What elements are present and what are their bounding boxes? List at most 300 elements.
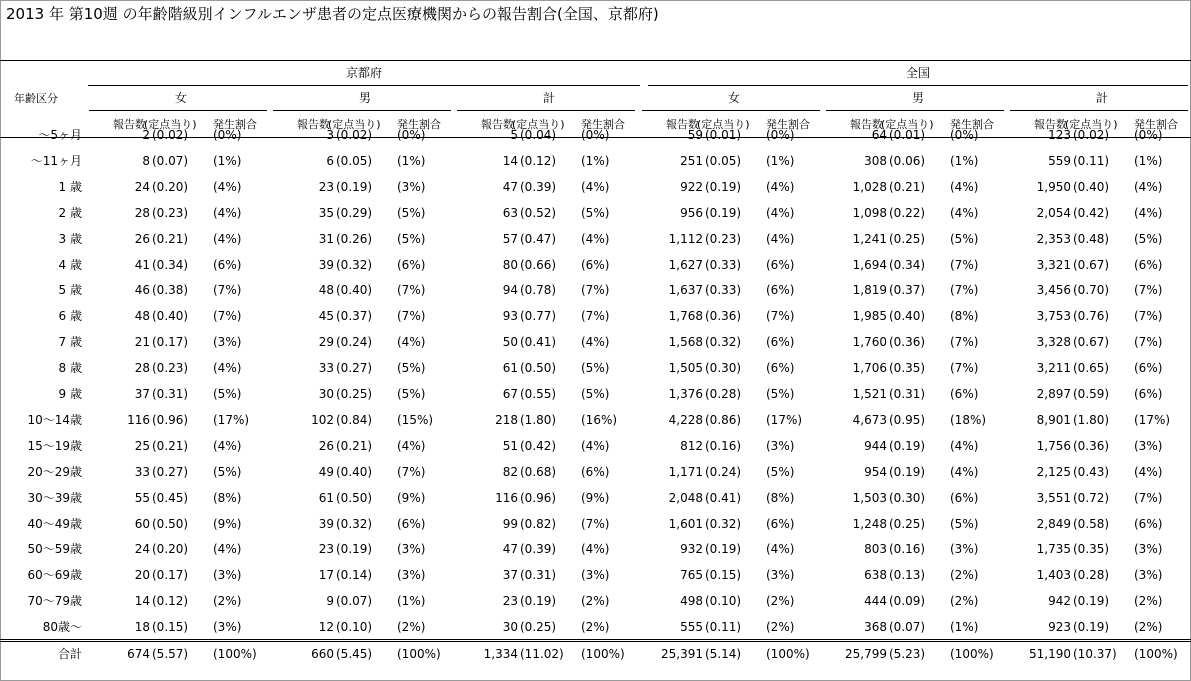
cell-count: 1,521: [852, 387, 887, 401]
cell-per: (1.80): [1073, 412, 1110, 427]
cell-count: 1,760: [852, 335, 887, 350]
cell-rate: (4%): [1134, 205, 1163, 220]
cell-rate: (8%): [950, 309, 979, 324]
cell-count: 48: [134, 309, 150, 324]
cell-rate: (2%): [397, 620, 426, 635]
cell-per: (0.33): [705, 257, 742, 272]
subheader-rate: 発生割合: [766, 118, 810, 131]
cell-per: (0.38): [152, 283, 189, 298]
cell-rate: (17%): [766, 412, 803, 427]
cell-count: 123: [1048, 128, 1071, 142]
cell-rate: (6%): [581, 257, 610, 272]
cell-per: (0.10): [705, 594, 742, 609]
cell-per: (0.32): [336, 257, 373, 272]
cell-per: (0.35): [889, 361, 926, 376]
cell-count: 21: [134, 335, 150, 350]
cell-count: 1,694: [852, 257, 887, 272]
region-underline: [648, 85, 1188, 86]
cell-rate: (5%): [581, 387, 610, 401]
cell-count: 1,768: [668, 309, 703, 324]
cell-per: (0.19): [336, 179, 373, 194]
cell-rate: (9%): [397, 490, 426, 505]
cell-rate: (1%): [397, 594, 426, 609]
cell-per: (0.21): [152, 438, 189, 453]
cell-per: (0.07): [889, 620, 926, 635]
cell-per: (0.67): [1073, 335, 1110, 350]
cell-per: (0.32): [705, 335, 742, 350]
cell-count: 20: [134, 568, 150, 583]
cell-per: (0.70): [1073, 283, 1110, 298]
cell-rate: (6%): [766, 335, 795, 350]
cell-per: (0.34): [152, 257, 189, 272]
cell-rate: (7%): [581, 283, 610, 298]
cell-count: 26: [134, 231, 150, 246]
cell-per: (0.95): [889, 412, 926, 427]
group-header: 男: [911, 91, 924, 105]
cell-per: (0.14): [336, 568, 373, 583]
cell-count: 30: [502, 620, 518, 635]
row-age: 15〜19歳: [27, 438, 82, 453]
cell-rate: (4%): [213, 438, 242, 453]
cell-rate: (3%): [1134, 542, 1163, 557]
group-underline: [826, 110, 1004, 111]
cell-count: 1,627: [668, 257, 703, 272]
cell-count: 1,568: [668, 335, 703, 350]
cell-per: (0.11): [1073, 153, 1110, 168]
cell-count: 1,503: [852, 490, 887, 505]
cell-rate: (5%): [950, 516, 979, 531]
cell-count: 2,048: [668, 490, 703, 505]
cell-rate: (0%): [397, 128, 426, 142]
cell-per: (0.01): [889, 128, 926, 142]
group-underline: [1010, 110, 1188, 111]
cell-per: (0.01): [705, 128, 742, 142]
cell-rate: (0%): [1134, 128, 1163, 142]
cell-rate: (1%): [397, 153, 426, 168]
cell-per: (0.16): [889, 542, 926, 557]
cell-count: 14: [502, 153, 518, 168]
cell-count: 2,849: [1036, 516, 1071, 531]
cell-per: (0.31): [520, 568, 557, 583]
table-top-rule: [0, 60, 1191, 61]
cell-count: 4,673: [852, 412, 887, 427]
cell-count: 1,112: [668, 231, 703, 246]
subheader-rate: 発生割合: [213, 118, 257, 131]
cell-per: (0.24): [705, 464, 742, 479]
cell-per: (0.43): [1073, 464, 1110, 479]
row-age: 80歳〜: [42, 620, 82, 635]
cell-per: (0.12): [520, 153, 557, 168]
cell-count: 1,637: [668, 283, 703, 298]
row-age: 2 歳: [58, 205, 82, 220]
region-header: 全国: [905, 66, 930, 80]
cell-rate: (100%): [1134, 647, 1178, 661]
cell-count: 33: [134, 464, 150, 479]
cell-rate: (4%): [950, 464, 979, 479]
cell-count: 1,985: [852, 309, 887, 324]
cell-per: (0.42): [520, 438, 557, 453]
region-header: 京都府: [345, 66, 382, 80]
cell-rate: (4%): [213, 179, 242, 194]
cell-rate: (5%): [397, 361, 426, 376]
cell-rate: (4%): [950, 179, 979, 194]
cell-per: (0.05): [705, 153, 742, 168]
cell-count: 55: [134, 490, 150, 505]
cell-per: (0.67): [1073, 257, 1110, 272]
cell-count: 25,799: [845, 647, 887, 661]
cell-count: 28: [134, 205, 150, 220]
cell-per: (0.50): [152, 516, 189, 531]
cell-rate: (8%): [213, 490, 242, 505]
cell-count: 1,735: [1036, 542, 1071, 557]
cell-per: (0.55): [520, 387, 557, 401]
cell-rate: (6%): [1134, 361, 1163, 376]
subheader-count: 報告数: [297, 118, 330, 131]
cell-per: (0.40): [336, 283, 373, 298]
cell-rate: (3%): [766, 568, 795, 583]
cell-count: 942: [1048, 594, 1071, 609]
cell-count: 1,950: [1036, 179, 1071, 194]
cell-per: (0.02): [1073, 128, 1110, 142]
cell-count: 50: [502, 335, 518, 350]
total-separator: [0, 639, 1191, 642]
subheader-count: 報告数: [113, 118, 146, 131]
cell-per: (0.27): [336, 361, 373, 376]
cell-per: (0.41): [520, 335, 557, 350]
cell-rate: (7%): [1134, 309, 1163, 324]
cell-rate: (6%): [1134, 387, 1163, 401]
cell-rate: (0%): [581, 128, 610, 142]
row-age: 〜11ヶ月: [30, 153, 82, 168]
cell-count: 33: [318, 361, 334, 376]
cell-count: 2,054: [1036, 205, 1071, 220]
cell-per: (0.21): [336, 438, 373, 453]
subheader-count: 報告数: [666, 118, 699, 131]
row-age: 10〜14歳: [27, 412, 82, 427]
cell-count: 308: [864, 153, 887, 168]
cell-rate: (100%): [581, 647, 625, 661]
cell-rate: (2%): [950, 568, 979, 583]
cell-per: (0.78): [520, 283, 557, 298]
group-underline: [457, 110, 635, 111]
cell-count: 3,753: [1036, 309, 1071, 324]
cell-rate: (7%): [1134, 490, 1163, 505]
cell-count: 218: [495, 412, 518, 427]
group-underline: [642, 110, 820, 111]
cell-per: (0.19): [705, 179, 742, 194]
cell-rate: (17%): [213, 412, 250, 427]
cell-per: (0.19): [889, 438, 926, 453]
cell-count: 9: [326, 594, 334, 609]
cell-count: 251: [680, 153, 703, 168]
cell-rate: (4%): [581, 179, 610, 194]
cell-per: (0.40): [336, 464, 373, 479]
cell-rate: (100%): [213, 647, 257, 661]
cell-count: 24: [134, 179, 150, 194]
cell-per: (0.84): [336, 412, 373, 427]
cell-rate: (7%): [213, 283, 242, 298]
age-header: 年齢区分: [14, 92, 58, 105]
subheader-rate: 発生割合: [1134, 118, 1178, 131]
cell-count: 116: [495, 490, 518, 505]
cell-rate: (5%): [950, 231, 979, 246]
cell-per: (0.21): [889, 179, 926, 194]
cell-per: (0.04): [520, 128, 557, 142]
cell-per: (0.40): [152, 309, 189, 324]
cell-rate: (7%): [1134, 283, 1163, 298]
cell-count: 25: [134, 438, 150, 453]
cell-per: (0.23): [705, 231, 742, 246]
cell-per: (0.72): [1073, 490, 1110, 505]
cell-per: (0.42): [1073, 205, 1110, 220]
cell-count: 60: [134, 516, 150, 531]
cell-rate: (2%): [1134, 594, 1163, 609]
region-underline: [88, 85, 640, 86]
cell-rate: (15%): [397, 412, 434, 427]
cell-count: 47: [502, 542, 518, 557]
cell-count: 923: [1048, 620, 1071, 635]
page-title: 2013 年 第10週 の年齢階級別インフルエンザ患者の定点医療機関からの報告割合(全国、京都府): [6, 5, 659, 23]
cell-per: (0.30): [889, 490, 926, 505]
cell-rate: (1%): [950, 153, 979, 168]
cell-per: (0.50): [336, 490, 373, 505]
cell-rate: (7%): [950, 361, 979, 376]
cell-count: 922: [680, 179, 703, 194]
subheader-rate: 発生割合: [397, 118, 441, 131]
cell-rate: (3%): [213, 568, 242, 583]
cell-per: (1.80): [520, 412, 557, 427]
cell-per: (0.19): [705, 542, 742, 557]
cell-rate: (7%): [213, 309, 242, 324]
cell-rate: (6%): [950, 387, 979, 401]
cell-count: 2,353: [1036, 231, 1071, 246]
cell-per: (0.23): [152, 205, 189, 220]
subheader-per: (定点当り): [144, 118, 197, 131]
cell-rate: (4%): [213, 231, 242, 246]
cell-rate: (4%): [766, 205, 795, 220]
cell-per: (0.07): [152, 153, 189, 168]
cell-count: 803: [864, 542, 887, 557]
cell-per: (0.19): [1073, 620, 1110, 635]
cell-rate: (4%): [766, 179, 795, 194]
cell-per: (0.20): [152, 179, 189, 194]
cell-per: (0.86): [705, 412, 742, 427]
cell-rate: (7%): [397, 283, 426, 298]
cell-count: 2,125: [1036, 464, 1071, 479]
cell-rate: (7%): [766, 309, 795, 324]
cell-rate: (1%): [1134, 153, 1163, 168]
group-header: 男: [358, 91, 371, 105]
cell-count: 26: [318, 438, 334, 453]
cell-per: (0.09): [889, 594, 926, 609]
cell-rate: (2%): [766, 620, 795, 635]
cell-per: (0.32): [705, 516, 742, 531]
cell-per: (0.40): [1073, 179, 1110, 194]
cell-per: (0.15): [152, 620, 189, 635]
cell-per: (0.31): [889, 387, 926, 401]
cell-per: (0.22): [889, 205, 926, 220]
cell-rate: (4%): [581, 438, 610, 453]
cell-count: 674: [127, 647, 150, 661]
cell-per: (0.30): [705, 361, 742, 376]
cell-rate: (4%): [581, 335, 610, 350]
group-header: 計: [1095, 91, 1108, 105]
cell-count: 3,456: [1036, 283, 1071, 298]
cell-count: 82: [502, 464, 518, 479]
cell-count: 444: [864, 594, 887, 609]
cell-rate: (5%): [397, 387, 426, 401]
cell-rate: (3%): [397, 542, 426, 557]
cell-count: 24: [134, 542, 150, 557]
cell-count: 28: [134, 361, 150, 376]
cell-per: (0.37): [336, 309, 373, 324]
cell-count: 49: [318, 464, 334, 479]
cell-rate: (5%): [766, 464, 795, 479]
cell-count: 1,756: [1036, 438, 1071, 453]
cell-count: 638: [864, 568, 887, 583]
cell-per: (0.45): [152, 490, 189, 505]
cell-rate: (2%): [581, 594, 610, 609]
cell-per: (0.28): [705, 387, 742, 401]
cell-count: 64: [871, 128, 887, 142]
cell-rate: (2%): [766, 594, 795, 609]
row-age: 1 歳: [58, 179, 82, 194]
cell-rate: (5%): [581, 361, 610, 376]
cell-count: 944: [864, 438, 887, 453]
cell-count: 51,190: [1029, 647, 1071, 661]
cell-per: (0.39): [520, 542, 557, 557]
cell-count: 102: [311, 412, 334, 427]
cell-rate: (5%): [397, 231, 426, 246]
cell-per: (0.20): [152, 542, 189, 557]
cell-count: 35: [318, 205, 334, 220]
group-header: 女: [727, 91, 740, 105]
cell-count: 4,228: [668, 412, 703, 427]
row-age: 30〜39歳: [27, 490, 82, 505]
cell-count: 559: [1048, 153, 1071, 168]
cell-rate: (4%): [581, 542, 610, 557]
cell-count: 1,601: [668, 516, 703, 531]
cell-rate: (7%): [950, 257, 979, 272]
row-age: 8 歳: [58, 361, 82, 376]
cell-per: (5.45): [336, 647, 373, 661]
cell-rate: (0%): [766, 128, 795, 142]
cell-per: (0.34): [889, 257, 926, 272]
cell-count: 18: [134, 620, 150, 635]
cell-rate: (9%): [213, 516, 242, 531]
cell-per: (0.23): [152, 361, 189, 376]
cell-rate: (5%): [581, 205, 610, 220]
cell-per: (0.50): [520, 361, 557, 376]
cell-per: (0.31): [152, 387, 189, 401]
cell-rate: (2%): [581, 620, 610, 635]
subheader-per: (定点当り): [328, 118, 381, 131]
cell-per: (0.02): [152, 128, 189, 142]
cell-count: 61: [318, 490, 334, 505]
cell-per: (0.37): [889, 283, 926, 298]
cell-count: 954: [864, 464, 887, 479]
cell-rate: (3%): [1134, 438, 1163, 453]
cell-count: 8: [142, 153, 150, 168]
cell-count: 23: [502, 594, 518, 609]
cell-rate: (17%): [1134, 412, 1171, 427]
cell-count: 23: [318, 542, 334, 557]
cell-rate: (6%): [766, 361, 795, 376]
cell-count: 59: [687, 128, 703, 142]
cell-per: (10.37): [1073, 647, 1117, 661]
cell-rate: (6%): [766, 257, 795, 272]
cell-rate: (100%): [397, 647, 441, 661]
cell-rate: (9%): [581, 490, 610, 505]
cell-rate: (4%): [950, 205, 979, 220]
cell-per: (0.65): [1073, 361, 1110, 376]
cell-rate: (1%): [581, 153, 610, 168]
cell-rate: (2%): [1134, 620, 1163, 635]
cell-rate: (4%): [766, 542, 795, 557]
cell-per: (0.17): [152, 568, 189, 583]
cell-rate: (4%): [213, 205, 242, 220]
cell-per: (0.82): [520, 516, 557, 531]
cell-per: (0.10): [336, 620, 373, 635]
cell-per: (0.28): [1073, 568, 1110, 583]
cell-rate: (4%): [213, 542, 242, 557]
subheader-count: 報告数: [850, 118, 883, 131]
cell-rate: (3%): [213, 620, 242, 635]
cell-per: (0.32): [336, 516, 373, 531]
cell-rate: (5%): [213, 387, 242, 401]
cell-count: 99: [502, 516, 518, 531]
cell-per: (0.17): [152, 335, 189, 350]
cell-count: 1,098: [852, 205, 887, 220]
cell-count: 2,897: [1036, 387, 1071, 401]
cell-rate: (4%): [397, 335, 426, 350]
cell-per: (0.26): [336, 231, 373, 246]
cell-per: (0.48): [1073, 231, 1110, 246]
cell-per: (0.36): [705, 309, 742, 324]
cell-count: 37: [134, 387, 150, 401]
cell-per: (0.19): [336, 542, 373, 557]
cell-per: (0.25): [520, 620, 557, 635]
cell-per: (0.47): [520, 231, 557, 246]
cell-rate: (7%): [581, 516, 610, 531]
cell-rate: (4%): [766, 231, 795, 246]
cell-count: 1,248: [852, 516, 887, 531]
cell-rate: (6%): [213, 257, 242, 272]
cell-rate: (7%): [950, 335, 979, 350]
cell-per: (0.40): [889, 309, 926, 324]
cell-per: (0.58): [1073, 516, 1110, 531]
cell-per: (11.02): [520, 647, 564, 661]
cell-rate: (7%): [1134, 335, 1163, 350]
cell-count: 48: [318, 283, 334, 298]
cell-count: 3,328: [1036, 335, 1071, 350]
row-age: 合計: [57, 647, 82, 661]
subheader-rate: 発生割合: [581, 118, 625, 131]
cell-per: (0.19): [889, 464, 926, 479]
cell-count: 25,391: [661, 647, 703, 661]
cell-per: (0.19): [1073, 594, 1110, 609]
cell-count: 1,241: [852, 231, 887, 246]
subheader-per: (定点当り): [512, 118, 565, 131]
cell-count: 3,321: [1036, 257, 1071, 272]
cell-per: (0.24): [336, 335, 373, 350]
subheader-rate: 発生割合: [950, 118, 994, 131]
cell-count: 57: [502, 231, 518, 246]
cell-count: 812: [680, 438, 703, 453]
cell-count: 93: [502, 309, 518, 324]
cell-per: (0.19): [705, 205, 742, 220]
cell-per: (0.15): [705, 568, 742, 583]
